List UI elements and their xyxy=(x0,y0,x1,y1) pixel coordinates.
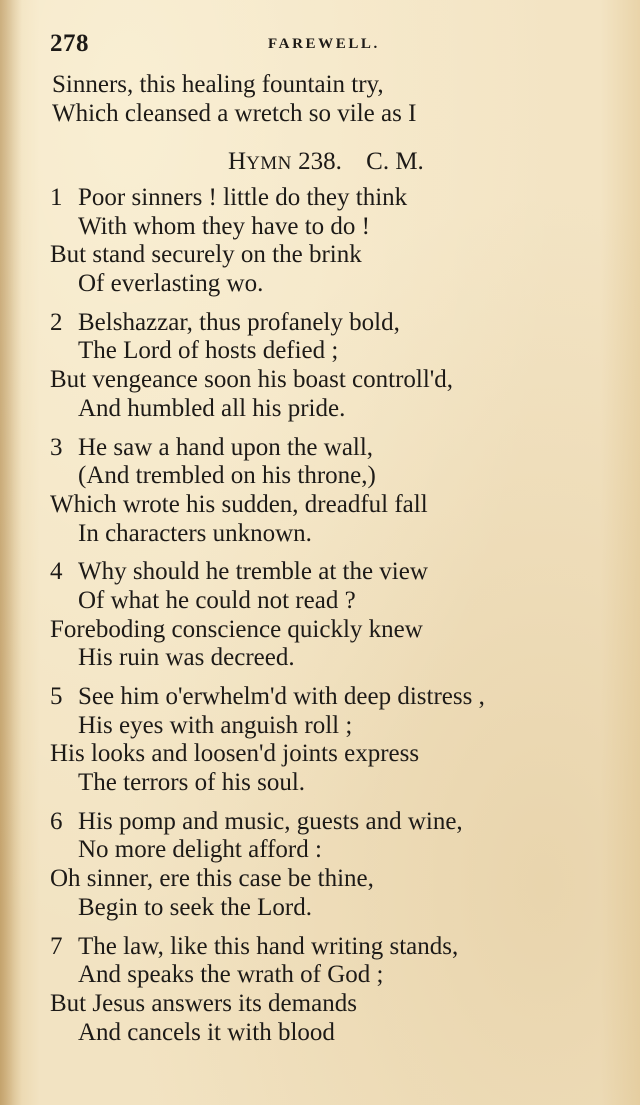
stanza-line: But vengeance soon his boast controll'd, xyxy=(50,366,454,394)
hymn-stanzas xyxy=(50,184,620,1057)
hymn-title-prefix: H xyxy=(228,148,247,175)
stanza-line xyxy=(50,933,620,962)
stanza-number: 3 xyxy=(50,433,63,461)
stanza-line: But stand securely on the brink xyxy=(50,241,362,269)
stanza-line-text: See him o'erwhelm'd with deep distress , xyxy=(78,683,485,710)
stanza-line-text: He saw a hand upon the wall, xyxy=(78,433,374,461)
stanza-line: In characters unknown. xyxy=(78,519,312,547)
hymn-title xyxy=(228,146,424,180)
hymn-number: 238. xyxy=(298,148,342,175)
stanza-line: Oh sinner, ere this case be thine, xyxy=(50,865,374,893)
stanza-line xyxy=(50,184,620,213)
page-header xyxy=(50,30,590,62)
stanza-number: 6 xyxy=(50,807,63,835)
stanza-7 xyxy=(50,933,620,1048)
stanza-4 xyxy=(50,558,620,673)
stanza-line xyxy=(50,558,620,587)
running-head: FAREWELL. xyxy=(268,36,380,52)
stanza-line-text: Poor sinners ! little do they think xyxy=(78,184,408,211)
stanza-line-text: The law, like this hand writing stands, xyxy=(78,932,459,960)
stanza-line: Of what he could not read ? xyxy=(78,586,356,614)
stanza-line-text: His pomp and music, guests and wine, xyxy=(78,807,463,835)
intro-verse xyxy=(52,70,612,128)
stanza-line: His ruin was decreed. xyxy=(78,644,295,672)
stanza-line-text: Belshazzar, thus profanely bold, xyxy=(78,308,400,336)
stanza-line: And humbled all his pride. xyxy=(78,394,346,422)
stanza-line: No more delight afford : xyxy=(78,836,322,864)
stanza-line: But Jesus answers its demands xyxy=(50,989,357,1017)
stanza-number: 7 xyxy=(50,932,63,960)
stanza-line: His looks and loosen'd joints express xyxy=(50,740,420,768)
stanza-number: 4 xyxy=(50,558,63,586)
stanza-line: (And trembled on his throne,) xyxy=(78,462,376,490)
stanza-1 xyxy=(50,184,620,299)
stanza-line: With whom they have to do ! xyxy=(78,212,370,240)
page-edge-stain xyxy=(0,0,22,1105)
stanza-line: Which wrote his sudden, dreadful fall xyxy=(50,490,428,518)
stanza-line: And speaks the wrath of God ; xyxy=(78,961,384,989)
stanza-line: Foreboding conscience quickly knew xyxy=(50,615,423,643)
intro-line: Which cleansed a wretch so vile as I xyxy=(52,100,417,127)
stanza-line xyxy=(50,683,620,712)
stanza-line xyxy=(50,808,620,837)
stanza-line: The terrors of his soul. xyxy=(78,769,306,797)
hymn-title-caps: YMN xyxy=(246,153,292,174)
stanza-number: 2 xyxy=(50,308,63,336)
stanza-2 xyxy=(50,309,620,424)
stanza-line: Of everlasting wo. xyxy=(78,270,264,298)
page-number: 278 xyxy=(50,30,89,57)
stanza-5 xyxy=(50,683,620,798)
stanza-number: 1 xyxy=(50,184,63,211)
stanza-3 xyxy=(50,434,620,549)
stanza-line-text: Why should he tremble at the view xyxy=(78,558,428,586)
stanza-line xyxy=(50,309,620,338)
stanza-number: 5 xyxy=(50,683,63,710)
stanza-line: And cancels it with blood xyxy=(78,1018,335,1046)
intro-line: Sinners, this healing fountain try, xyxy=(52,71,384,98)
stanza-line: His eyes with anguish roll ; xyxy=(78,711,353,739)
stanza-line xyxy=(50,434,620,463)
stanza-line: The Lord of hosts defied ; xyxy=(78,337,339,365)
stanza-line: Begin to seek the Lord. xyxy=(78,893,312,921)
hymn-meter: C. M. xyxy=(366,148,424,175)
stanza-6 xyxy=(50,808,620,923)
